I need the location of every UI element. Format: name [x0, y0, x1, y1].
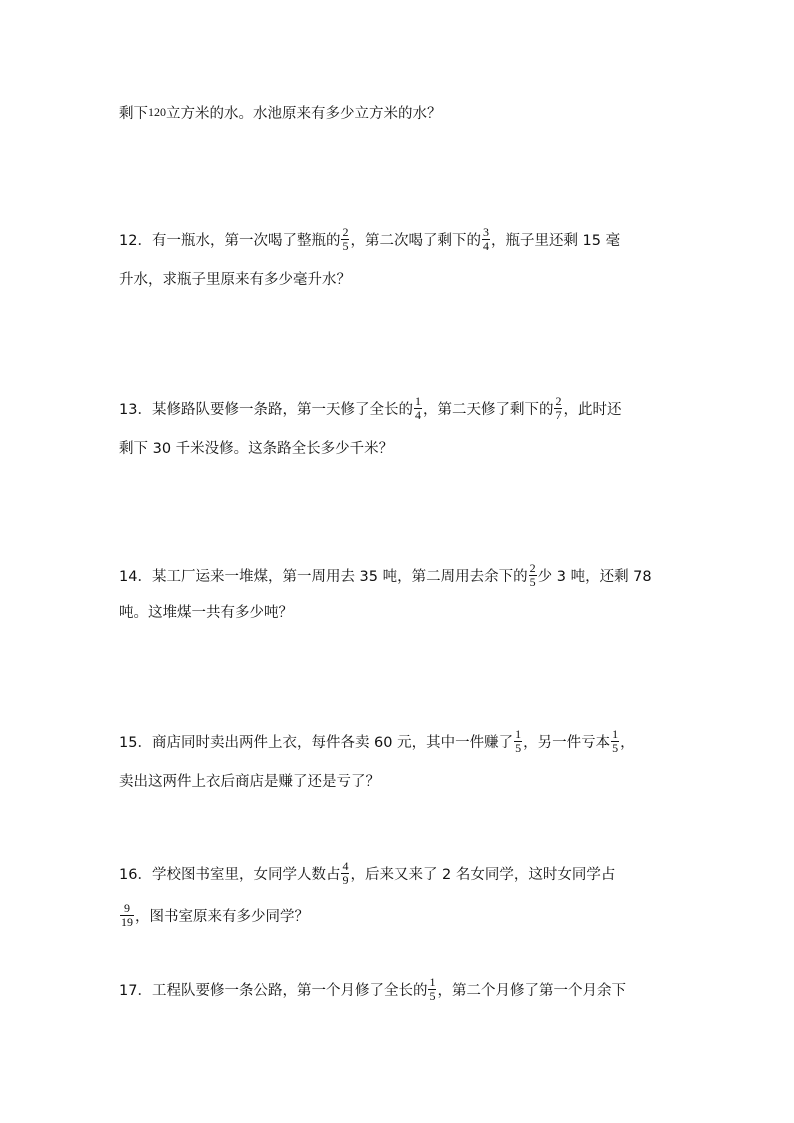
fraction [514, 728, 522, 755]
denominator: 5 [612, 741, 619, 755]
denominator: 7 [555, 408, 562, 422]
numerator: 3 [482, 225, 489, 239]
fraction [611, 728, 619, 755]
problem-16-line-1 [119, 860, 615, 887]
numerator: 1 [414, 394, 421, 408]
problem-15-line-2 [119, 770, 380, 791]
text: 立方米的水。水池原来有多少立方米的水？ [166, 106, 442, 122]
problem-12-line-1 [119, 226, 620, 253]
numerator: 1 [429, 975, 436, 989]
denominator: 4 [414, 408, 421, 422]
numerator: 4 [342, 859, 349, 873]
problem-17-line-1 [119, 976, 626, 1003]
text: ，后来又来了 2 名女同学，这时女同学占 [350, 867, 616, 883]
text: 14．某工厂运来一堆煤，第一周用去 35 吨，第二周用去余下的 [119, 569, 528, 585]
text: 15．商店同时卖出两件上衣，每件各卖 60 元，其中一件赚了 [119, 735, 514, 751]
numerator: 2 [555, 394, 562, 408]
problem-14-line-1 [119, 562, 652, 589]
fraction [341, 226, 349, 253]
text: 16．学校图书室里，女同学人数占 [119, 867, 341, 883]
problem-16-line-2 [119, 902, 309, 929]
text: ，此时还 [563, 402, 622, 418]
text: 12．有一瓶水，第一次喝了整瓶的 [119, 233, 341, 249]
numerator: 2 [529, 561, 536, 575]
text: ， [620, 735, 635, 751]
text: 剩下 30 千米没修。这条路全长多少千米？ [119, 441, 394, 457]
text: 13．某修路队要修一条路，第一天修了全长的 [119, 402, 413, 418]
denominator: 19 [121, 915, 133, 929]
text: ，图书室原来有多少同学？ [135, 909, 309, 925]
text: ，瓶子里还剩 15 毫 [490, 233, 621, 249]
problem-15-line-1 [119, 728, 635, 755]
denominator: 5 [429, 989, 436, 1003]
fraction [554, 395, 562, 422]
text: 剩下 [119, 106, 148, 122]
text: ，另一件亏本 [523, 735, 611, 751]
problem-12-line-2 [119, 268, 351, 289]
denominator: 5 [515, 741, 522, 755]
problem-13-line-1 [119, 395, 621, 422]
problem-11-line-2 [119, 102, 442, 123]
problem-13-line-2 [119, 437, 393, 458]
text: 卖出这两件上衣后商店是赚了还是亏了？ [119, 774, 380, 790]
text: 少 3 吨，还剩 78 [537, 569, 652, 585]
numerator: 2 [342, 225, 349, 239]
text: ，第二天修了剩下的 [422, 402, 554, 418]
numerator: 1 [612, 727, 619, 741]
text: 吨。这堆煤一共有多少吨？ [119, 605, 293, 621]
text: ，第二次喝了剩下的 [350, 233, 481, 249]
numerator: 1 [515, 727, 522, 741]
fraction [428, 976, 436, 1003]
problem-14-line-2 [119, 601, 293, 622]
denominator: 5 [342, 239, 349, 253]
denominator: 5 [529, 575, 536, 589]
number: 120 [148, 105, 166, 119]
fraction [414, 395, 422, 422]
denominator: 4 [482, 239, 489, 253]
numerator: 9 [124, 901, 130, 915]
denominator: 9 [342, 873, 349, 887]
text: 17．工程队要修一条公路，第一个月修了全长的 [119, 983, 428, 999]
fraction [341, 860, 349, 887]
text: 升水，求瓶子里原来有多少毫升水？ [119, 272, 351, 288]
text: ，第二个月修了第一个月余下 [437, 983, 626, 999]
fraction [120, 902, 134, 929]
fraction [529, 562, 537, 589]
fraction [482, 226, 490, 253]
